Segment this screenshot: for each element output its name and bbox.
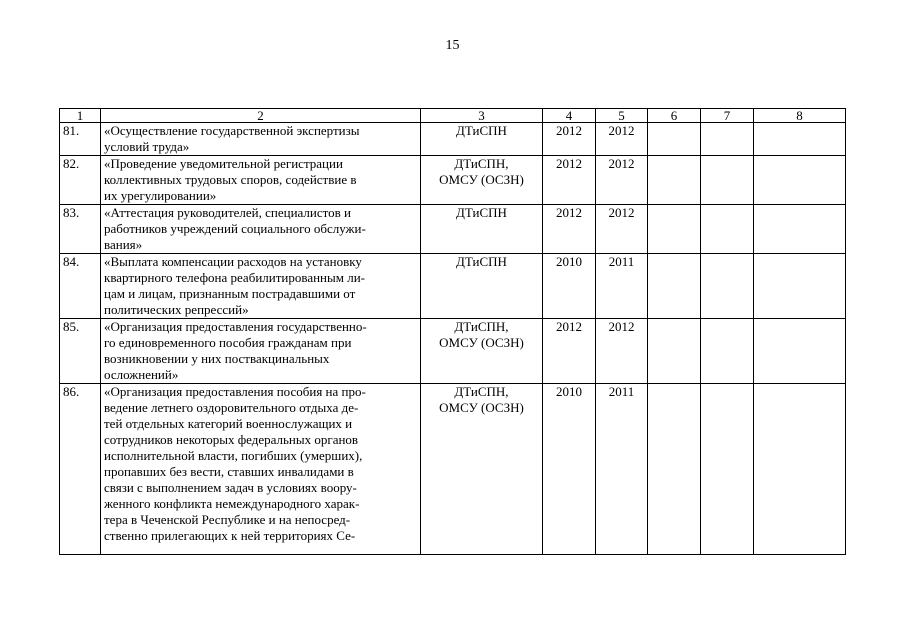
measure-name-line: женного конфликта немеждународного харак-	[104, 496, 360, 511]
row-number: 85.	[60, 319, 101, 384]
col-7-cell	[701, 156, 754, 205]
measure-name-line: тера в Чеченской Республике и на непосред-	[104, 512, 351, 527]
executor-line: ДТиСПН	[456, 254, 507, 269]
measure-name-line: вания»	[104, 237, 143, 252]
col-8-cell	[754, 205, 846, 254]
measure-name-line: пропавших без вести, ставших инвалидами в	[104, 464, 354, 479]
col-6-cell	[648, 123, 701, 156]
executor	[421, 254, 543, 319]
row-number: 83.	[60, 205, 101, 254]
col-6-cell	[648, 254, 701, 319]
executor-line: ДТиСПН,	[454, 156, 509, 171]
executor	[421, 384, 543, 555]
row-number: 82.	[60, 156, 101, 205]
table-row	[60, 205, 846, 254]
end-year: 2012	[596, 156, 648, 205]
end-year: 2011	[596, 384, 648, 555]
header-row	[60, 109, 846, 123]
measure-name-line: «Выплата компенсации расходов на установку	[104, 254, 362, 269]
col-7-cell	[701, 319, 754, 384]
measure-name-line: работников учреждений социального обслужи-	[104, 221, 366, 236]
measures-table	[59, 108, 846, 555]
page-number: 15	[445, 38, 460, 53]
table-row	[60, 156, 846, 205]
executor-line: ОМСУ (ОСЗН)	[439, 172, 524, 187]
col-6-cell	[648, 205, 701, 254]
measure-name	[101, 123, 421, 156]
measure-name-line: «Организация предоставления пособия на про-	[104, 384, 366, 399]
measure-name	[101, 254, 421, 319]
end-year: 2012	[596, 123, 648, 156]
measure-name-line: ственно прилегающих к ней территориях Се-	[104, 528, 356, 543]
header-cell: 2	[101, 109, 421, 123]
measure-name-line: квартирного телефона реабилитированным ли-	[104, 270, 365, 285]
start-year: 2012	[543, 319, 596, 384]
measure-name-line: условий труда»	[104, 139, 190, 154]
row-number: 86.	[60, 384, 101, 555]
measure-name-line: го единовременного пособия гражданам при	[104, 335, 352, 350]
start-year: 2012	[543, 123, 596, 156]
col-7-cell	[701, 123, 754, 156]
measure-name	[101, 156, 421, 205]
table-row	[60, 254, 846, 319]
measure-name-line: цам и лицам, признанным пострадавшими от	[104, 286, 356, 301]
measure-name-line: «Проведение уведомительной регистрации	[104, 156, 343, 171]
end-year: 2012	[596, 205, 648, 254]
executor-line: ДТиСПН,	[454, 384, 509, 399]
executor	[421, 156, 543, 205]
measure-name	[101, 319, 421, 384]
start-year: 2010	[543, 254, 596, 319]
start-year: 2010	[543, 384, 596, 555]
measure-name-line: «Аттестация руководителей, специалистов и	[104, 205, 351, 220]
col-8-cell	[754, 254, 846, 319]
measure-name-line: тей отдельных категорий военнослужащих и	[104, 416, 353, 431]
col-8-cell	[754, 123, 846, 156]
header-cell: 3	[421, 109, 543, 123]
measure-name-line: осложнений»	[104, 367, 179, 382]
row-number: 84.	[60, 254, 101, 319]
col-7-cell	[701, 384, 754, 555]
executor	[421, 205, 543, 254]
table-row	[60, 123, 846, 156]
measure-name-line: ведение летнего оздоровительного отдыха де-	[104, 400, 359, 415]
measure-name-line: сотрудников некоторых федеральных органов	[104, 432, 359, 447]
executor-line: ДТиСПН	[456, 205, 507, 220]
table-row	[60, 384, 846, 555]
header-cell: 7	[701, 109, 754, 123]
executor-line: ДТиСПН	[456, 123, 507, 138]
col-7-cell	[701, 205, 754, 254]
col-6-cell	[648, 156, 701, 205]
measure-name-line: возникновении у них поствакцинальных	[104, 351, 330, 366]
start-year: 2012	[543, 205, 596, 254]
row-number: 81.	[60, 123, 101, 156]
col-8-cell	[754, 384, 846, 555]
measure-name-line: «Организация предоставления государственно-	[104, 319, 367, 334]
executor-line: ДТиСПН,	[454, 319, 509, 334]
executor-line: ОМСУ (ОСЗН)	[439, 335, 524, 350]
header-cell: 1	[60, 109, 101, 123]
measure-name-line: исполнительной власти, погибших (умерших),	[104, 448, 363, 463]
measure-name-line: связи с выполнением задач в условиях воору-	[104, 480, 357, 495]
measure-name-line: политических репрессий»	[104, 302, 249, 317]
end-year: 2011	[596, 254, 648, 319]
header-cell: 8	[754, 109, 846, 123]
table-row	[60, 319, 846, 384]
measure-name	[101, 384, 421, 555]
header-cell: 6	[648, 109, 701, 123]
executor-line: ОМСУ (ОСЗН)	[439, 400, 524, 415]
executor	[421, 123, 543, 156]
end-year: 2012	[596, 319, 648, 384]
executor	[421, 319, 543, 384]
measure-name-line: «Осуществление государственной экспертизы	[104, 123, 360, 138]
header-cell: 4	[543, 109, 596, 123]
header-cell: 5	[596, 109, 648, 123]
col-6-cell	[648, 319, 701, 384]
col-8-cell	[754, 156, 846, 205]
measure-name-line: их урегулировании»	[104, 188, 217, 203]
col-8-cell	[754, 319, 846, 384]
measure-name	[101, 205, 421, 254]
start-year: 2012	[543, 156, 596, 205]
col-6-cell	[648, 384, 701, 555]
col-7-cell	[701, 254, 754, 319]
measure-name-line: коллективных трудовых споров, содействие в	[104, 172, 357, 187]
